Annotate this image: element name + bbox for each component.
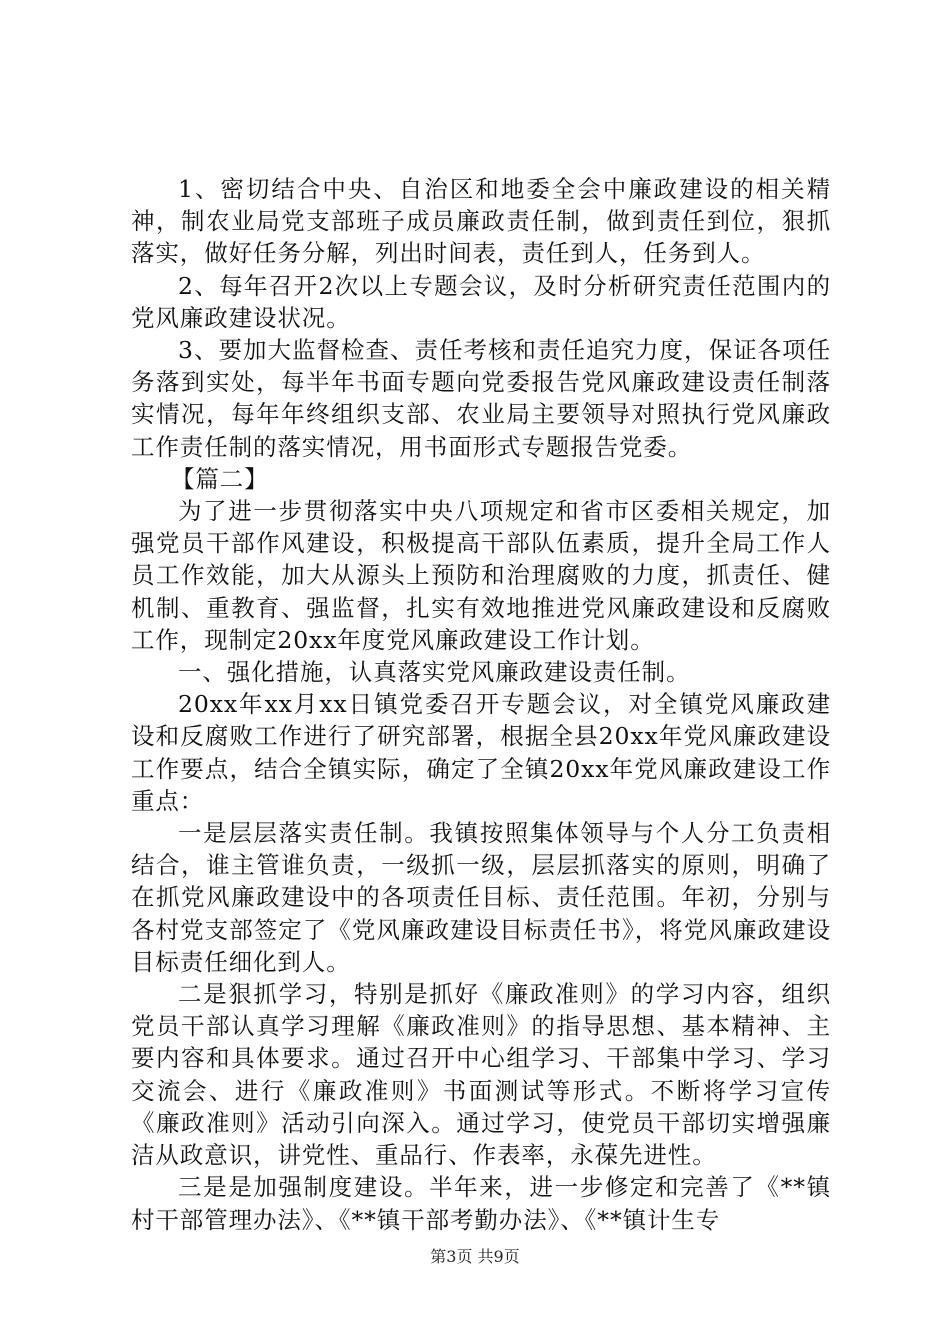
paragraph-point-one: 一是层层落实责任制。我镇按照集体领导与个人分工负责相结合，谁主管谁负责，一级抓一级，层层抓落实的原则，明确了在抓党风廉政建设中的各项责任目标、责任范围。年初，分别与各村党支部签定了《党风廉政建设目标责任书》，将党风廉政建设目标责任细化到人。 [131,819,831,976]
paragraph-section-one-title: 一、强化措施，认真落实党风廉政建设责任制。 [178,658,691,687]
paragraph-meeting: 20xx年xx月xx日镇党委召开专题会议，对全镇党风廉政建设和反腐败工作进行了研究部署，根据全县20xx年党风廉政建设工作要点，结合全镇实际，确定了全镇20xx年党风廉政建设工作重点： [131,690,831,815]
paragraph-item-1: 1、密切结合中央、自治区和地委全会中廉政建设的相关精神，制农业局党支部班子成员廉政责任制，做到责任到位，狠抓落实，做好任务分解，列出时间表，责任到人，任务到人。 [131,175,831,268]
paragraph-item-2: 2、每年召开2次以上专题会议，及时分析研究责任范围内的党风廉政建设状况。 [131,271,831,332]
paragraph-point-three: 三是是加强制度建设。半年来，进一步修定和完善了《**镇村干部管理办法》、《**镇干部考勤办法》、《**镇计生专 [131,1173,831,1234]
paragraph-intro: 为了进一步贯彻落实中央八项规定和省市区委相关规定，加强党员干部作风建设，积极提高干部队伍素质，提升全局工作人员工作效能，加大从源头上预防和治理腐败的力度，抓责任、健机制、重教育、强监督，扎实有效地推进党风廉政建设和反腐败工作，现制定20xx年度党风廉政建设工作计划。 [131,497,831,654]
paragraph-item-3: 3、要加大监督检查、责任考核和责任追究力度，保证各项任务落到实处，每半年书面专题向党委报告党风廉政建设责任制落实情况，每年年终组织支部、农业局主要领导对照执行党风廉政工作责任制的落实情况，用书面形式专题报告党委。 [131,336,831,461]
document-body [131,173,831,1236]
paragraph-point-two: 二是狠抓学习，特别是抓好《廉政准则》的学习内容，组织党员干部认真学习理解《廉政准则》的指导思想、基本精神、主要内容和具体要求。通过召开中心组学习、干部集中学习、学习交流会、进行《廉政准则》书面测试等形式。不断将学习宣传《廉政准则》活动引向深入。通过学习，使党员干部切实增强廉洁从政意识，讲党性、重品行、作表率，永葆先进性。 [131,980,831,1170]
section-heading-part-two: 【篇二】 [171,464,269,493]
page-number-footer: 第3页 共9页 [430,1247,520,1266]
